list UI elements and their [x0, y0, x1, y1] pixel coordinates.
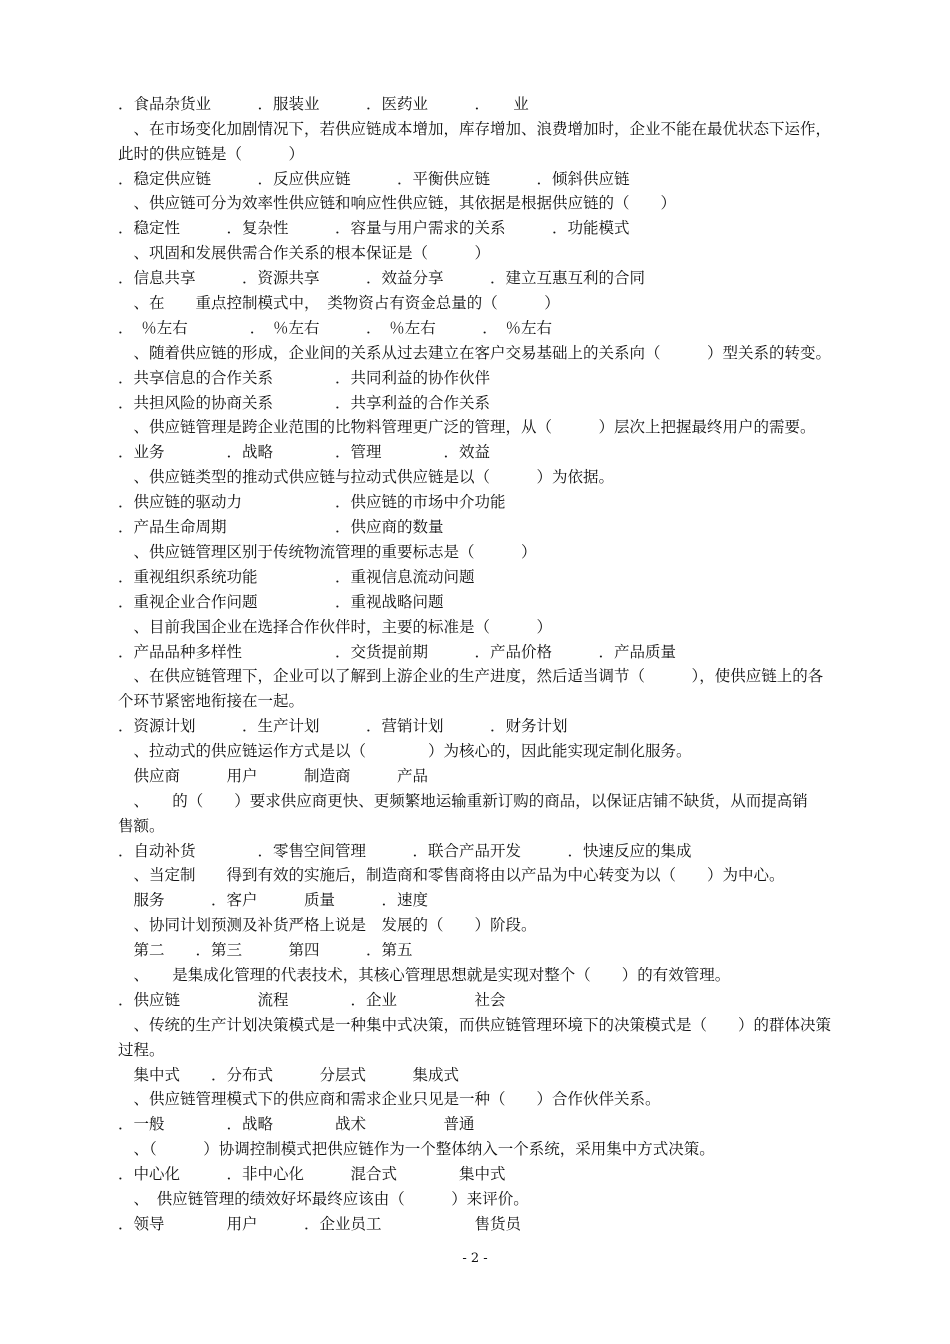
text-line: 、巩固和发展供需合作关系的根本保证是（ ）: [118, 244, 491, 262]
text-line: ．产品品种多样性 ．交货提前期 ．产品价格 ．产品质量: [118, 643, 677, 661]
text-line: ．一般 ．战略 战术 普通: [118, 1115, 475, 1133]
text-line: 、 供应链管理的绩效好坏最终应该由（ ）来评价。: [118, 1190, 529, 1208]
text-line: ．供应链 流程 ．企业 社会: [118, 991, 506, 1009]
text-line: 、（ ）协调控制模式把供应链作为一个整体纳入一个系统，采用集中方式决策。: [118, 1140, 715, 1158]
text-line: 、随着供应链的形成，企业间的关系从过去建立在客户交易基础上的关系向（ ）型关系的转变。: [118, 344, 832, 362]
text-line: ．共担风险的协商关系 ．共享利益的合作关系: [118, 394, 491, 412]
text-line: 、供应链类型的推动式供应链与拉动式供应链是以（ ）为依据。: [118, 468, 615, 486]
text-line: 过程。: [118, 1041, 165, 1059]
text-line: ．稳定性 ．复杂性 ．容量与用户需求的关系 ．功能模式: [118, 219, 630, 237]
text-line: 服务 ．客户 质量 ．速度: [118, 891, 429, 909]
text-line: 、 的（ ）要求供应商更快、更频繁地运输重新订购的商品，以保证店铺不缺货，从而提高销: [118, 792, 808, 810]
text-line: ．自动补货 ．零售空间管理 ．联合产品开发 ．快速反应的集成: [118, 842, 692, 860]
text-line: ．稳定供应链 ．反应供应链 ．平衡供应链 ．倾斜供应链: [118, 170, 630, 188]
text-line: 第二 ．第三 第四 ．第五: [118, 941, 413, 959]
text-line: ．中心化 ．非中心化 混合式 集中式: [118, 1165, 506, 1183]
text-line: 、在市场变化加剧情况下，若供应链成本增加，库存增加、浪费增加时，企业不能在最优状态下运作，: [118, 120, 832, 138]
text-line: ． ％左右 ． ％左右 ． ％左右 ． ％左右: [118, 319, 553, 337]
text-line: 、供应链管理区别于传统物流管理的重要标志是（ ）: [118, 543, 537, 561]
text-line: 供应商 用户 制造商 产品: [118, 767, 429, 785]
text-line: 、协同计划预测及补货严格上说是 发展的（ ）阶段。: [118, 916, 537, 934]
text-line: 集中式 ．分布式 分层式 集成式: [118, 1066, 460, 1084]
text-line: ．业务 ．战略 ．管理 ．效益: [118, 443, 491, 461]
text-line: ．资源计划 ．生产计划 ．营销计划 ．财务计划: [118, 717, 568, 735]
text-line: ．供应链的驱动力 ．供应链的市场中介功能: [118, 493, 506, 511]
text-line: ．共享信息的合作关系 ．共同利益的协作伙伴: [118, 369, 491, 387]
text-line: 、目前我国企业在选择合作伙伴时，主要的标准是（ ）: [118, 618, 553, 636]
text-line: 、供应链管理是跨企业范围的比物料管理更广泛的管理，从（ ）层次上把握最终用户的需要。: [118, 418, 816, 436]
text-line: ．食品杂货业 ．服装业 ．医药业 ． 业: [118, 95, 529, 113]
text-line: ．产品生命周期 ．供应商的数量: [118, 518, 444, 536]
text-line: ．重视组织系统功能 ．重视信息流动问题: [118, 568, 475, 586]
text-line: 个环节紧密地衔接在一起。: [118, 692, 305, 710]
text-line: 、供应链管理模式下的供应商和需求企业只见是一种（ ）合作伙伴关系。: [118, 1090, 661, 1108]
text-line: 、供应链可分为效率性供应链和响应性供应链，其依据是根据供应链的（ ）: [118, 194, 677, 212]
text-line: 、 是集成化管理的代表技术，其核心管理思想就是实现对整个（ ）的有效管理。: [118, 966, 731, 984]
text-line: ．重视企业合作问题 ．重视战略问题: [118, 593, 444, 611]
page-number: - 2 -: [462, 1251, 488, 1266]
text-line: 此时的供应链是（ ）: [118, 145, 305, 163]
text-line: 、在 重点控制模式中， 类物资占有资金总量的（ ）: [118, 294, 560, 312]
text-line: 、传统的生产计划决策模式是一种集中式决策，而供应链管理环境下的决策模式是（ ）的群体决策: [118, 1016, 832, 1034]
text-line: 、当定制 得到有效的实施后，制造商和零售商将由以产品为中心转变为以（ ）为中心。: [118, 866, 785, 884]
text-line: ．信息共享 ．资源共享 ．效益分享 ．建立互惠互利的合同: [118, 269, 646, 287]
text-line: 售额。: [118, 817, 165, 835]
text-line: ．领导 用户 ．企业员工 售货员: [118, 1215, 522, 1233]
text-line: 、在供应链管理下，企业可以了解到上游企业的生产进度，然后适当调节（ ），使供应链上的各: [118, 667, 824, 685]
text-line: 、拉动式的供应链运作方式是以（ ）为核心的，因此能实现定制化服务。: [118, 742, 692, 760]
